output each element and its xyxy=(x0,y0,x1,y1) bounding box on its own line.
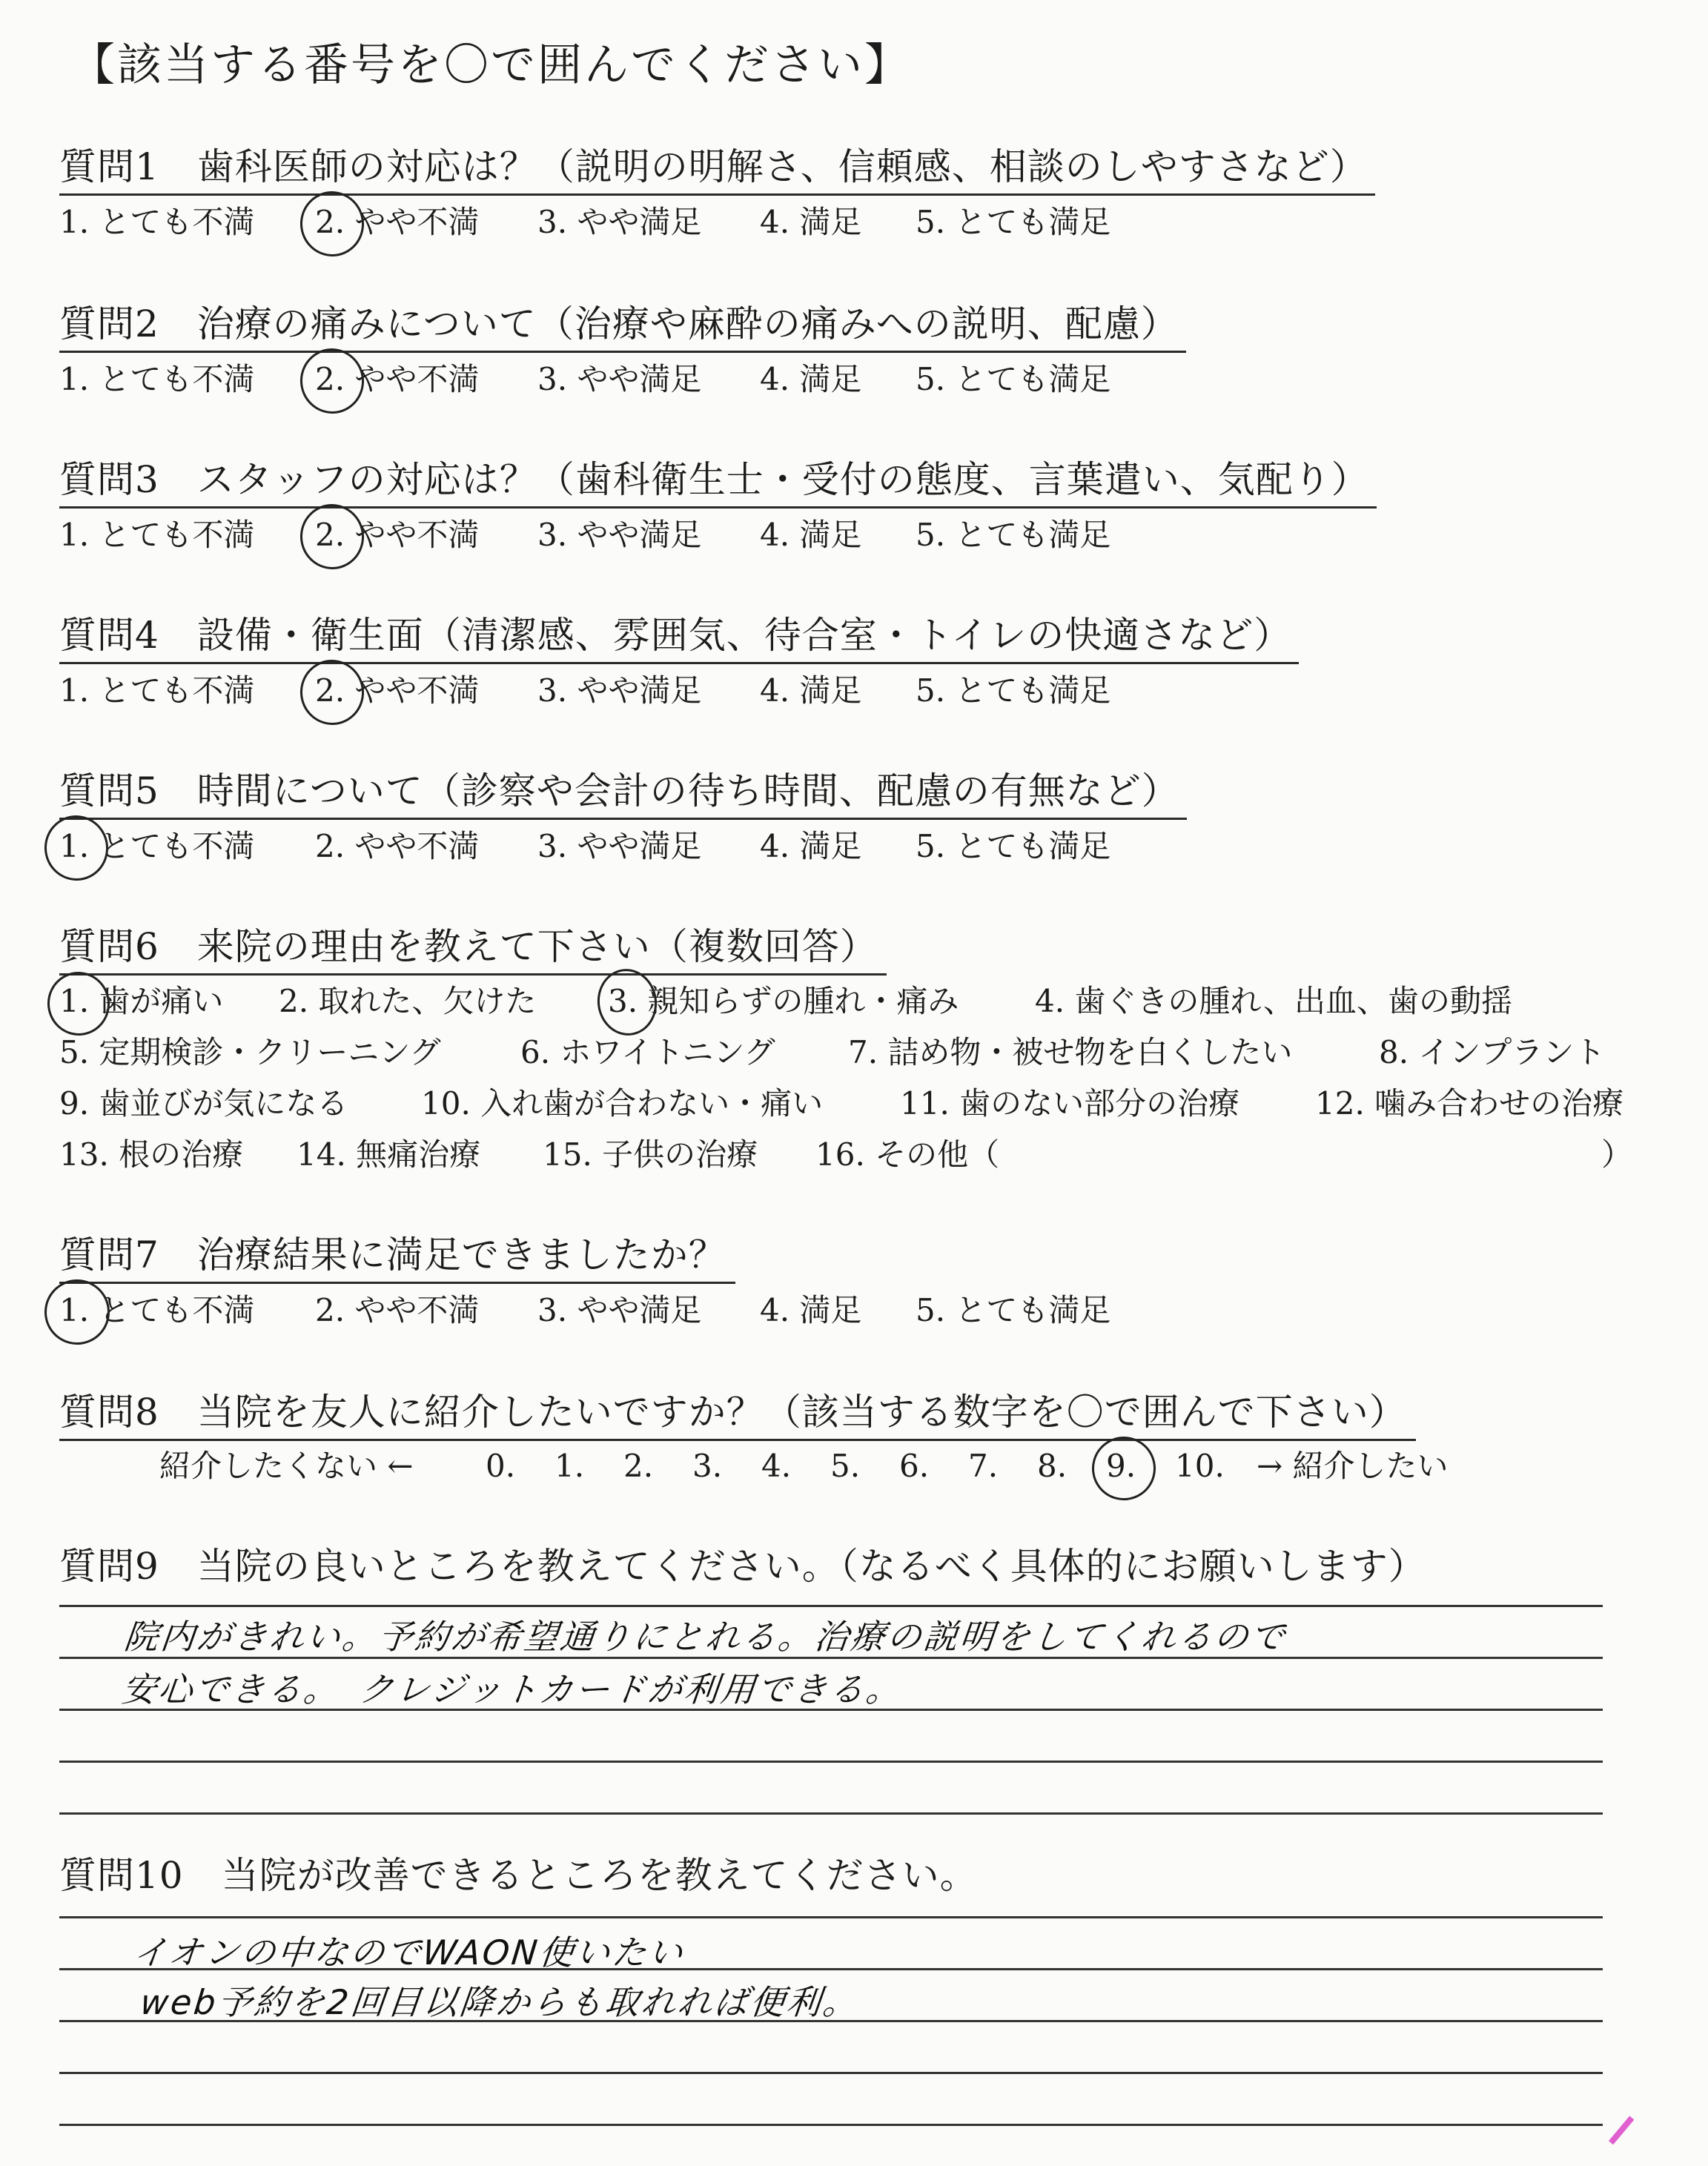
q7-option-5[interactable]: 5. とても満足 xyxy=(916,1292,1111,1328)
q10-title: 質問10 当院が改善できるところを教えてください。 xyxy=(59,1854,978,1897)
q2-title: 質問2 治療の痛みについて（治療や麻酔の痛みへの説明、配慮） xyxy=(59,305,1179,342)
q6-option-4[interactable]: 4. 歯ぐきの腫れ、出血、歯の動揺 xyxy=(1035,983,1512,1019)
q4-option-4[interactable]: 4. 満足 xyxy=(760,672,862,709)
q1-option-2[interactable]: 2. やや不満 xyxy=(315,204,480,240)
q8-score-3[interactable]: 3. xyxy=(692,1448,723,1484)
q6-option-2[interactable]: 2. 取れた、欠けた xyxy=(279,983,537,1019)
q3-option-2[interactable]: 2. やや不満 xyxy=(315,517,480,553)
q4-title: 質問4 設備・衛生面（清潔感、雰囲気、待合室・トイレの快適さなど） xyxy=(59,617,1291,654)
q8-score-5[interactable]: 5. xyxy=(830,1448,861,1484)
q8-score-2[interactable]: 2. xyxy=(623,1448,654,1484)
q9-answer-line-2[interactable]: 安心できる。 クレジットカードが利用できる。 xyxy=(119,1669,905,1709)
q2-option-4[interactable]: 4. 満足 xyxy=(760,361,862,397)
q10-answer-line-2[interactable]: web予約を2回目以降からも取れれば便利。 xyxy=(138,1982,861,2022)
q1-circle-mark xyxy=(296,187,368,260)
q1-option-3[interactable]: 3. やや満足 xyxy=(537,204,702,240)
q6-option-12[interactable]: 12. 噛み合わせの治療 xyxy=(1315,1085,1624,1122)
q1-option-1[interactable]: 1. とても不満 xyxy=(59,204,255,240)
q6-circle-mark-3 xyxy=(593,965,661,1039)
q4-circle-mark xyxy=(296,655,368,729)
q8-score-9[interactable]: 9. xyxy=(1106,1448,1136,1484)
q6-option-3[interactable]: 3. 親知らずの腫れ・痛み xyxy=(608,983,959,1019)
q9-answer-line-1[interactable]: 院内がきれい。予約が希望通りにとれる。治療の説明をしてくれるので xyxy=(122,1617,1289,1657)
q8-score-8[interactable]: 8. xyxy=(1037,1448,1068,1484)
q4-option-3[interactable]: 3. やや満足 xyxy=(537,672,702,709)
q4-option-5[interactable]: 5. とても満足 xyxy=(916,672,1111,709)
q1-option-5[interactable]: 5. とても満足 xyxy=(916,204,1111,240)
q6-option-15[interactable]: 15. 子供の治療 xyxy=(543,1136,758,1173)
q3-option-5[interactable]: 5. とても満足 xyxy=(916,517,1111,553)
q3-option-3[interactable]: 3. やや満足 xyxy=(537,517,702,553)
q6-option-13[interactable]: 13. 根の治療 xyxy=(59,1136,244,1173)
q4-option-2[interactable]: 2. やや不満 xyxy=(315,672,480,709)
q6-option-10[interactable]: 10. 入れ歯が合わない・痛い xyxy=(421,1085,824,1122)
q9-line-5 xyxy=(59,1812,1603,1815)
q2-circle-mark xyxy=(296,344,368,417)
q6-title: 質問6 来院の理由を教えて下さい（複数回答） xyxy=(59,928,878,965)
q5-option-4[interactable]: 4. 満足 xyxy=(760,828,862,864)
q6-option-1[interactable]: 1. 歯が痛い xyxy=(59,983,224,1019)
q8-score-10[interactable]: 10. xyxy=(1175,1448,1225,1484)
q2-option-3[interactable]: 3. やや満足 xyxy=(537,361,702,397)
q3-circle-mark xyxy=(296,500,368,573)
q3-option-4[interactable]: 4. 満足 xyxy=(760,517,862,553)
form-header: 【該当する番号を〇で囲んでください】 xyxy=(70,39,911,91)
q6-option-7[interactable]: 7. 詰め物・被せ物を白くしたい xyxy=(848,1034,1293,1070)
q1-option-4[interactable]: 4. 満足 xyxy=(760,204,862,240)
q6-option-9[interactable]: 9. 歯並びが気になる xyxy=(59,1085,348,1122)
q8-score-4[interactable]: 4. xyxy=(761,1448,792,1484)
q8-title: 質問8 当院を友人に紹介したいですか？（該当する数字を〇で囲んで下さい） xyxy=(59,1394,1407,1431)
q5-option-1[interactable]: 1. とても不満 xyxy=(59,828,255,864)
q7-option-2[interactable]: 2. やや不満 xyxy=(315,1292,480,1328)
q3-option-1[interactable]: 1. とても不満 xyxy=(59,517,255,553)
q8-score-6[interactable]: 6. xyxy=(899,1448,930,1484)
q6-option-6[interactable]: 6. ホワイトニング xyxy=(520,1034,775,1070)
q6-option-8[interactable]: 8. インプラント xyxy=(1379,1034,1606,1070)
q10-line-1 xyxy=(59,1916,1603,1918)
q7-option-3[interactable]: 3. やや満足 xyxy=(537,1292,702,1328)
q9-title: 質問9 当院の良いところを教えてください。（なるべく具体的にお願いします） xyxy=(59,1545,1426,1588)
q5-option-5[interactable]: 5. とても満足 xyxy=(916,828,1111,864)
q2-option-5[interactable]: 5. とても満足 xyxy=(916,361,1111,397)
q9-line-4 xyxy=(59,1761,1603,1763)
q5-option-3[interactable]: 3. やや満足 xyxy=(537,828,702,864)
q8-left-label: 紹介したくない ← xyxy=(159,1448,414,1484)
q1-title: 質問1 歯科医師の対応は？（説明の明解さ、信頼感、相談のしやすさなど） xyxy=(59,148,1368,185)
q10-answer-line-1[interactable]: イオンの中なのでWAON使いたい xyxy=(130,1932,687,1973)
q6-option-11[interactable]: 11. 歯のない部分の治療 xyxy=(900,1085,1240,1122)
q8-score-0[interactable]: 0. xyxy=(486,1448,516,1484)
q6-circle-mark-1 xyxy=(43,968,113,1040)
q10-line-4 xyxy=(59,2072,1603,2074)
q7-circle-mark xyxy=(40,1275,113,1348)
pink-pen-mark xyxy=(1609,2116,1659,2165)
q9-line-1 xyxy=(59,1605,1603,1607)
q8-score-7[interactable]: 7. xyxy=(968,1448,999,1484)
q5-title: 質問5 時間について（診察や会計の待ち時間、配慮の有無など） xyxy=(59,772,1179,809)
q5-circle-mark xyxy=(40,811,112,884)
q7-title: 質問7 治療結果に満足できましたか？ xyxy=(59,1236,726,1274)
q8-right-label: → 紹介したい xyxy=(1257,1448,1449,1484)
q3-title: 質問3 スタッフの対応は？（歯科衛生士・受付の態度、言葉遣い、気配り） xyxy=(59,461,1369,498)
q8-circle-mark xyxy=(1088,1432,1159,1504)
q4-option-1[interactable]: 1. とても不満 xyxy=(59,672,255,709)
q6-other-close-paren: ） xyxy=(1601,1136,1633,1173)
q5-option-2[interactable]: 2. やや不満 xyxy=(315,828,480,864)
q6-option-16[interactable]: 16. その他（ xyxy=(815,1136,1000,1173)
q10-line-5 xyxy=(59,2124,1603,2126)
q7-option-1[interactable]: 1. とても不満 xyxy=(59,1292,255,1328)
q2-option-1[interactable]: 1. とても不満 xyxy=(59,361,255,397)
q8-score-1[interactable]: 1. xyxy=(555,1448,585,1484)
q6-option-5[interactable]: 5. 定期検診・クリーニング xyxy=(59,1034,441,1070)
q7-option-4[interactable]: 4. 満足 xyxy=(760,1292,862,1328)
q2-option-2[interactable]: 2. やや不満 xyxy=(315,361,480,397)
q6-option-14[interactable]: 14. 無痛治療 xyxy=(297,1136,481,1173)
